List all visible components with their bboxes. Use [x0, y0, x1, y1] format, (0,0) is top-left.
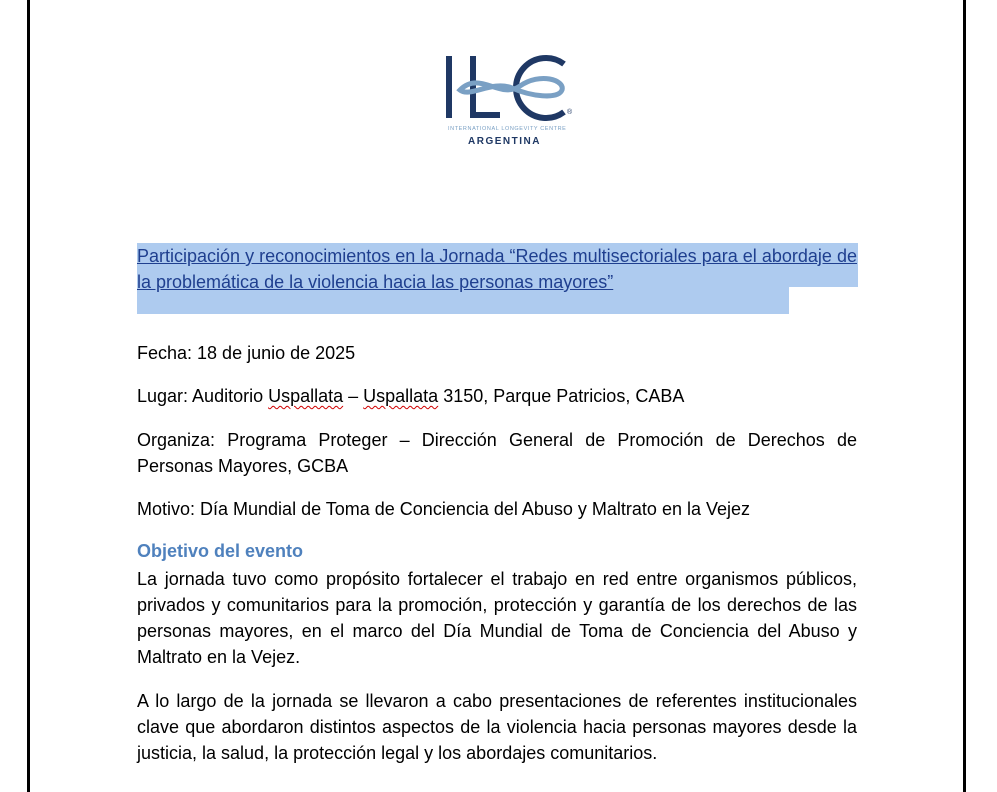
spellcheck-word: Uspallata [363, 386, 439, 406]
lugar-prefix: Lugar: Auditorio [137, 386, 269, 406]
lugar-line [137, 383, 857, 409]
fecha-line: Fecha: 18 de junio de 2025 [137, 343, 356, 363]
logo-subtitle: INTERNATIONAL LONGEVITY CENTRE [448, 126, 567, 132]
document-title[interactable] [137, 243, 857, 295]
page-border-right [963, 0, 966, 792]
jornada-paragraph: A lo largo de la jornada se llevaron a cabo presentaciones de referentes institucionales clave que abordaron distintos aspectos de la violencia hacia personas mayores desde la justicia, la salud, la protección legal y los abordajes comunitarios. [137, 691, 857, 763]
ilc-logo [440, 50, 580, 150]
title-link[interactable]: Participación y reconocimientos en la Jornada “Redes multisectoriales para el abordaje de la problemática de la violencia hacia las personas mayores” [137, 246, 857, 292]
registered-mark: ® [567, 109, 573, 116]
objetivo-heading: Objetivo del evento [137, 541, 304, 561]
page-border-left [27, 0, 30, 792]
objetivo-paragraph: La jornada tuvo como propósito fortalecer el trabajo en red entre organismos públicos, privados y comunitarios para la promoción, protección y garantía de los derechos de las personas mayores, en el marco del Día Mundial de Toma de Conciencia del Abuso y Maltrato en la Vejez. [137, 569, 857, 667]
spellcheck-word: Uspallata [268, 386, 344, 406]
lugar-mid: – [343, 386, 364, 406]
organiza-line: Organiza: Programa Proteger – Dirección General de Promoción de Derechos de Personas Mayores, GCBA [137, 430, 857, 476]
logo-country: ARGENTINA [468, 136, 541, 147]
lugar-suffix: 3150, Parque Patricios, CABA [438, 386, 685, 406]
motivo-line: Motivo: Día Mundial de Toma de Conciencia del Abuso y Maltrato en la Vejez [137, 499, 751, 519]
